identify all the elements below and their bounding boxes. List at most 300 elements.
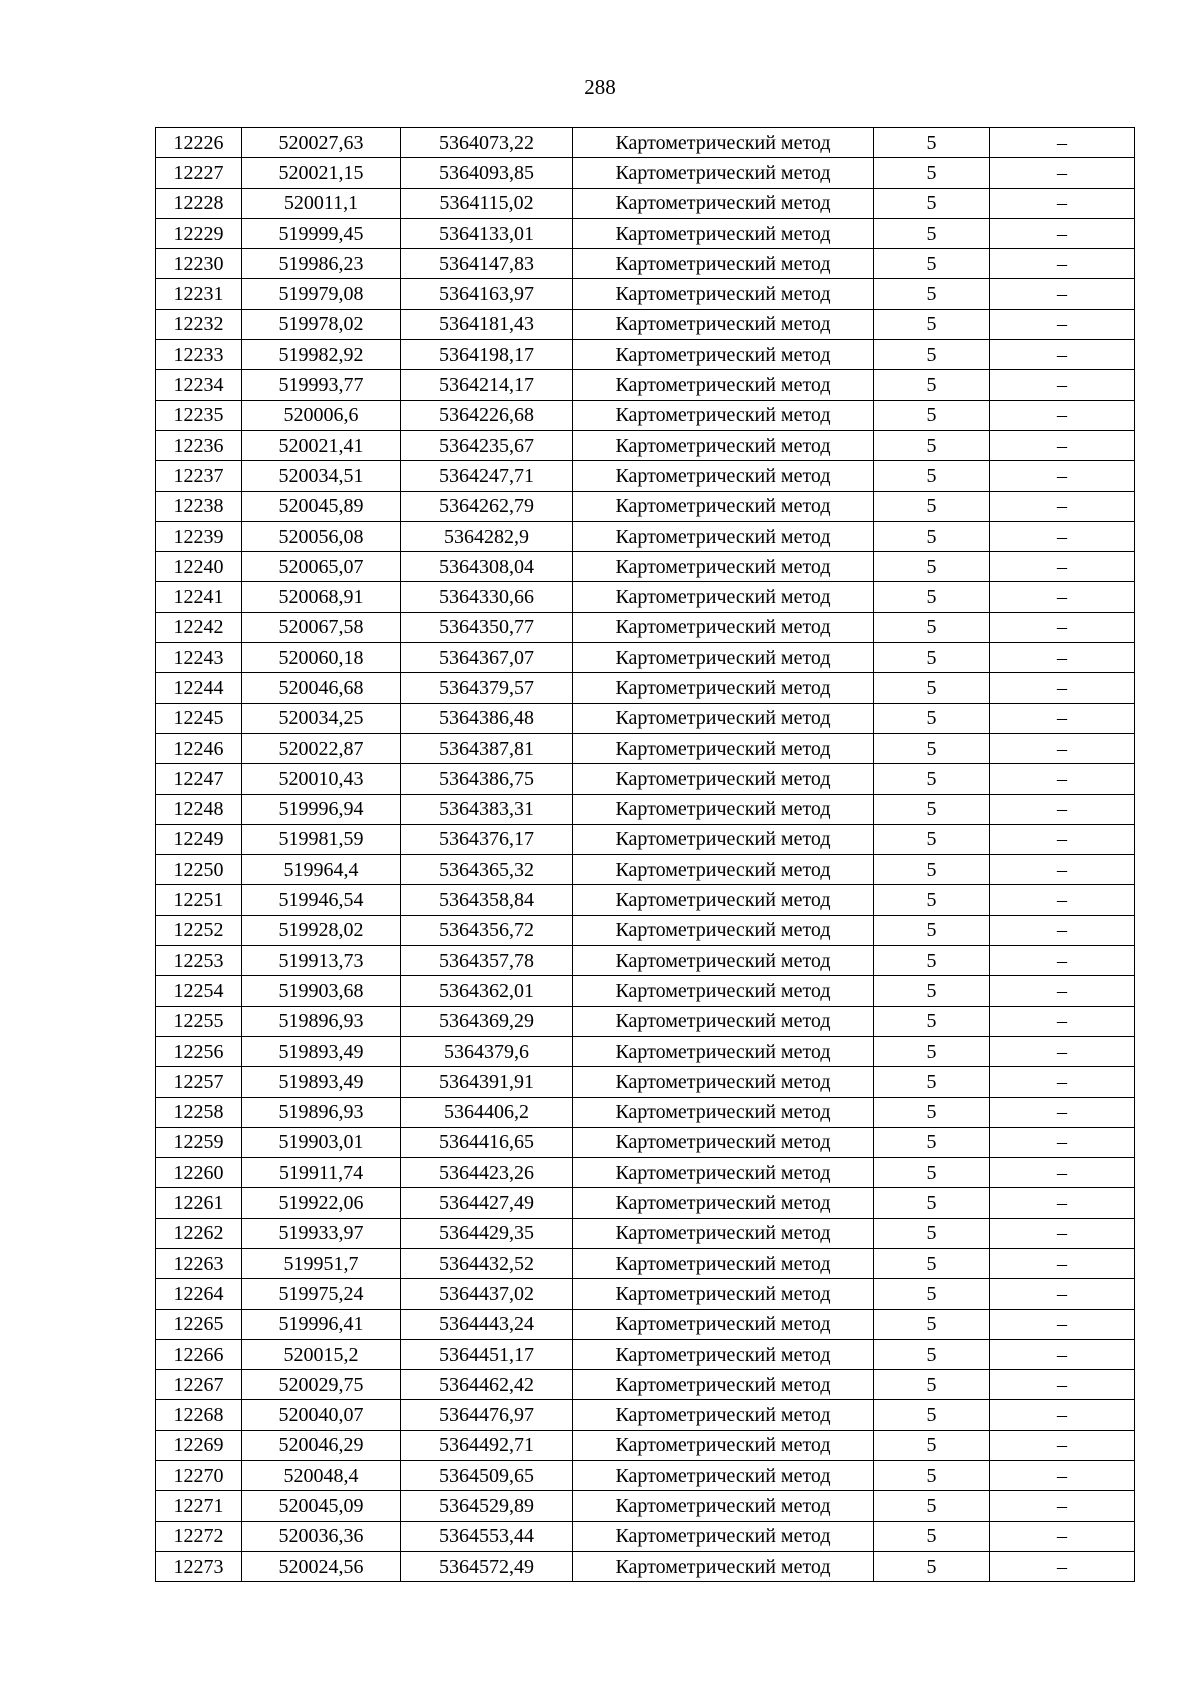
- point-number-cell: 12242: [156, 612, 242, 642]
- description-cell: –: [990, 1006, 1135, 1036]
- precision-cell: 5: [874, 1158, 990, 1188]
- coordinates-table-body: [156, 128, 1135, 1582]
- precision-cell: 5: [874, 1006, 990, 1036]
- method-cell: Картометрический метод: [573, 764, 874, 794]
- table-row: [156, 885, 1135, 915]
- precision-cell: 5: [874, 340, 990, 370]
- x-coordinate-cell: 519978,02: [242, 309, 401, 339]
- x-coordinate-cell: 519982,92: [242, 340, 401, 370]
- method-cell: Картометрический метод: [573, 733, 874, 763]
- point-number-cell: 12266: [156, 1339, 242, 1369]
- y-coordinate-cell: 5364432,52: [401, 1248, 573, 1278]
- method-cell: Картометрический метод: [573, 400, 874, 430]
- x-coordinate-cell: 520027,63: [242, 128, 401, 158]
- table-row: [156, 824, 1135, 854]
- x-coordinate-cell: 520010,43: [242, 764, 401, 794]
- method-cell: Картометрический метод: [573, 1370, 874, 1400]
- point-number-cell: 12233: [156, 340, 242, 370]
- table-row: [156, 1521, 1135, 1551]
- method-cell: Картометрический метод: [573, 703, 874, 733]
- x-coordinate-cell: 519903,68: [242, 976, 401, 1006]
- point-number-cell: 12241: [156, 582, 242, 612]
- y-coordinate-cell: 5364330,66: [401, 582, 573, 612]
- description-cell: –: [990, 1097, 1135, 1127]
- point-number-cell: 12269: [156, 1430, 242, 1460]
- table-row: [156, 1461, 1135, 1491]
- method-cell: Картометрический метод: [573, 1097, 874, 1127]
- method-cell: Картометрический метод: [573, 855, 874, 885]
- description-cell: –: [990, 612, 1135, 642]
- precision-cell: 5: [874, 643, 990, 673]
- method-cell: Картометрический метод: [573, 673, 874, 703]
- precision-cell: 5: [874, 1370, 990, 1400]
- point-number-cell: 12273: [156, 1551, 242, 1581]
- y-coordinate-cell: 5364367,07: [401, 643, 573, 673]
- point-number-cell: 12240: [156, 552, 242, 582]
- point-number-cell: 12234: [156, 370, 242, 400]
- point-number-cell: 12239: [156, 521, 242, 551]
- precision-cell: 5: [874, 703, 990, 733]
- description-cell: –: [990, 1400, 1135, 1430]
- method-cell: Картометрический метод: [573, 249, 874, 279]
- precision-cell: 5: [874, 946, 990, 976]
- x-coordinate-cell: 520021,41: [242, 430, 401, 460]
- y-coordinate-cell: 5364235,67: [401, 430, 573, 460]
- description-cell: –: [990, 733, 1135, 763]
- point-number-cell: 12251: [156, 885, 242, 915]
- method-cell: Картометрический метод: [573, 1158, 874, 1188]
- precision-cell: 5: [874, 400, 990, 430]
- table-row: [156, 340, 1135, 370]
- y-coordinate-cell: 5364451,17: [401, 1339, 573, 1369]
- x-coordinate-cell: 519922,06: [242, 1188, 401, 1218]
- precision-cell: 5: [874, 824, 990, 854]
- x-coordinate-cell: 520040,07: [242, 1400, 401, 1430]
- precision-cell: 5: [874, 279, 990, 309]
- table-row: [156, 491, 1135, 521]
- precision-cell: 5: [874, 582, 990, 612]
- table-row: [156, 188, 1135, 218]
- precision-cell: 5: [874, 1461, 990, 1491]
- table-row: [156, 1430, 1135, 1460]
- precision-cell: 5: [874, 976, 990, 1006]
- y-coordinate-cell: 5364073,22: [401, 128, 573, 158]
- description-cell: –: [990, 915, 1135, 945]
- description-cell: –: [990, 430, 1135, 460]
- x-coordinate-cell: 519993,77: [242, 370, 401, 400]
- y-coordinate-cell: 5364386,48: [401, 703, 573, 733]
- x-coordinate-cell: 519981,59: [242, 824, 401, 854]
- method-cell: Картометрический метод: [573, 188, 874, 218]
- description-cell: –: [990, 1248, 1135, 1278]
- description-cell: –: [990, 400, 1135, 430]
- x-coordinate-cell: 520046,29: [242, 1430, 401, 1460]
- point-number-cell: 12246: [156, 733, 242, 763]
- table-row: [156, 703, 1135, 733]
- table-row: [156, 1309, 1135, 1339]
- description-cell: –: [990, 1067, 1135, 1097]
- table-row: [156, 946, 1135, 976]
- table-row: [156, 1339, 1135, 1369]
- y-coordinate-cell: 5364181,43: [401, 309, 573, 339]
- y-coordinate-cell: 5364133,01: [401, 218, 573, 248]
- precision-cell: 5: [874, 158, 990, 188]
- point-number-cell: 12231: [156, 279, 242, 309]
- point-number-cell: 12229: [156, 218, 242, 248]
- point-number-cell: 12268: [156, 1400, 242, 1430]
- x-coordinate-cell: 519951,7: [242, 1248, 401, 1278]
- method-cell: Картометрический метод: [573, 340, 874, 370]
- point-number-cell: 12253: [156, 946, 242, 976]
- y-coordinate-cell: 5364416,65: [401, 1127, 573, 1157]
- x-coordinate-cell: 520065,07: [242, 552, 401, 582]
- method-cell: Картометрический метод: [573, 1218, 874, 1248]
- y-coordinate-cell: 5364282,9: [401, 521, 573, 551]
- point-number-cell: 12235: [156, 400, 242, 430]
- description-cell: –: [990, 309, 1135, 339]
- x-coordinate-cell: 519896,93: [242, 1006, 401, 1036]
- table-row: [156, 733, 1135, 763]
- y-coordinate-cell: 5364356,72: [401, 915, 573, 945]
- y-coordinate-cell: 5364262,79: [401, 491, 573, 521]
- description-cell: –: [990, 340, 1135, 370]
- description-cell: –: [990, 582, 1135, 612]
- method-cell: Картометрический метод: [573, 1400, 874, 1430]
- description-cell: –: [990, 673, 1135, 703]
- precision-cell: 5: [874, 1279, 990, 1309]
- table-row: [156, 400, 1135, 430]
- point-number-cell: 12237: [156, 461, 242, 491]
- y-coordinate-cell: 5364492,71: [401, 1430, 573, 1460]
- y-coordinate-cell: 5364147,83: [401, 249, 573, 279]
- description-cell: –: [990, 1370, 1135, 1400]
- point-number-cell: 12255: [156, 1006, 242, 1036]
- method-cell: Картометрический метод: [573, 1127, 874, 1157]
- x-coordinate-cell: 520048,4: [242, 1461, 401, 1491]
- method-cell: Картометрический метод: [573, 1430, 874, 1460]
- description-cell: –: [990, 1309, 1135, 1339]
- precision-cell: 5: [874, 218, 990, 248]
- table-row: [156, 764, 1135, 794]
- x-coordinate-cell: 520034,51: [242, 461, 401, 491]
- x-coordinate-cell: 519975,24: [242, 1279, 401, 1309]
- y-coordinate-cell: 5364350,77: [401, 612, 573, 642]
- table-row: [156, 673, 1135, 703]
- point-number-cell: 12256: [156, 1036, 242, 1066]
- x-coordinate-cell: 519996,41: [242, 1309, 401, 1339]
- table-row: [156, 1158, 1135, 1188]
- table-row: [156, 1218, 1135, 1248]
- precision-cell: 5: [874, 1036, 990, 1066]
- point-number-cell: 12267: [156, 1370, 242, 1400]
- method-cell: Картометрический метод: [573, 885, 874, 915]
- method-cell: Картометрический метод: [573, 218, 874, 248]
- y-coordinate-cell: 5364383,31: [401, 794, 573, 824]
- precision-cell: 5: [874, 673, 990, 703]
- table-row: [156, 249, 1135, 279]
- table-row: [156, 1097, 1135, 1127]
- point-number-cell: 12243: [156, 643, 242, 673]
- point-number-cell: 12254: [156, 976, 242, 1006]
- description-cell: –: [990, 824, 1135, 854]
- y-coordinate-cell: 5364509,65: [401, 1461, 573, 1491]
- description-cell: –: [990, 1188, 1135, 1218]
- point-number-cell: 12232: [156, 309, 242, 339]
- y-coordinate-cell: 5364437,02: [401, 1279, 573, 1309]
- precision-cell: 5: [874, 885, 990, 915]
- table-row: [156, 643, 1135, 673]
- method-cell: Картометрический метод: [573, 1339, 874, 1369]
- method-cell: Картометрический метод: [573, 1006, 874, 1036]
- table-row: [156, 1248, 1135, 1278]
- x-coordinate-cell: 520015,2: [242, 1339, 401, 1369]
- y-coordinate-cell: 5364391,91: [401, 1067, 573, 1097]
- table-row: [156, 218, 1135, 248]
- y-coordinate-cell: 5364115,02: [401, 188, 573, 218]
- x-coordinate-cell: 519996,94: [242, 794, 401, 824]
- table-row: [156, 1370, 1135, 1400]
- x-coordinate-cell: 519964,4: [242, 855, 401, 885]
- point-number-cell: 12250: [156, 855, 242, 885]
- description-cell: –: [990, 1461, 1135, 1491]
- table-row: [156, 1188, 1135, 1218]
- x-coordinate-cell: 519911,74: [242, 1158, 401, 1188]
- table-row: [156, 128, 1135, 158]
- method-cell: Картометрический метод: [573, 1279, 874, 1309]
- x-coordinate-cell: 520021,15: [242, 158, 401, 188]
- method-cell: Картометрический метод: [573, 309, 874, 339]
- description-cell: –: [990, 976, 1135, 1006]
- method-cell: Картометрический метод: [573, 1309, 874, 1339]
- description-cell: –: [990, 1218, 1135, 1248]
- description-cell: –: [990, 946, 1135, 976]
- y-coordinate-cell: 5364358,84: [401, 885, 573, 915]
- table-row: [156, 976, 1135, 1006]
- precision-cell: 5: [874, 491, 990, 521]
- point-number-cell: 12245: [156, 703, 242, 733]
- precision-cell: 5: [874, 1400, 990, 1430]
- description-cell: –: [990, 1491, 1135, 1521]
- description-cell: –: [990, 1036, 1135, 1066]
- precision-cell: 5: [874, 1430, 990, 1460]
- table-row: [156, 1006, 1135, 1036]
- x-coordinate-cell: 519893,49: [242, 1036, 401, 1066]
- table-row: [156, 1551, 1135, 1581]
- point-number-cell: 12263: [156, 1248, 242, 1278]
- x-coordinate-cell: 520067,58: [242, 612, 401, 642]
- coordinates-table: [155, 127, 1135, 1582]
- point-number-cell: 12260: [156, 1158, 242, 1188]
- y-coordinate-cell: 5364308,04: [401, 552, 573, 582]
- x-coordinate-cell: 520068,91: [242, 582, 401, 612]
- precision-cell: 5: [874, 309, 990, 339]
- table-row: [156, 521, 1135, 551]
- method-cell: Картометрический метод: [573, 643, 874, 673]
- description-cell: –: [990, 461, 1135, 491]
- precision-cell: 5: [874, 915, 990, 945]
- y-coordinate-cell: 5364429,35: [401, 1218, 573, 1248]
- description-cell: –: [990, 1339, 1135, 1369]
- precision-cell: 5: [874, 1491, 990, 1521]
- method-cell: Картометрический метод: [573, 521, 874, 551]
- description-cell: –: [990, 1551, 1135, 1581]
- point-number-cell: 12227: [156, 158, 242, 188]
- point-number-cell: 12264: [156, 1279, 242, 1309]
- table-row: [156, 794, 1135, 824]
- x-coordinate-cell: 520011,1: [242, 188, 401, 218]
- method-cell: Картометрический метод: [573, 1461, 874, 1491]
- point-number-cell: 12248: [156, 794, 242, 824]
- point-number-cell: 12262: [156, 1218, 242, 1248]
- y-coordinate-cell: 5364443,24: [401, 1309, 573, 1339]
- description-cell: –: [990, 552, 1135, 582]
- table-row: [156, 915, 1135, 945]
- point-number-cell: 12272: [156, 1521, 242, 1551]
- x-coordinate-cell: 519946,54: [242, 885, 401, 915]
- description-cell: –: [990, 1127, 1135, 1157]
- table-row: [156, 370, 1135, 400]
- point-number-cell: 12270: [156, 1461, 242, 1491]
- description-cell: –: [990, 1279, 1135, 1309]
- precision-cell: 5: [874, 764, 990, 794]
- y-coordinate-cell: 5364379,6: [401, 1036, 573, 1066]
- table-row: [156, 430, 1135, 460]
- table-row: [156, 855, 1135, 885]
- description-cell: –: [990, 188, 1135, 218]
- description-cell: –: [990, 643, 1135, 673]
- precision-cell: 5: [874, 1188, 990, 1218]
- precision-cell: 5: [874, 855, 990, 885]
- description-cell: –: [990, 128, 1135, 158]
- method-cell: Картометрический метод: [573, 976, 874, 1006]
- description-cell: –: [990, 249, 1135, 279]
- y-coordinate-cell: 5364365,32: [401, 855, 573, 885]
- precision-cell: 5: [874, 521, 990, 551]
- y-coordinate-cell: 5364247,71: [401, 461, 573, 491]
- point-number-cell: 12226: [156, 128, 242, 158]
- point-number-cell: 12261: [156, 1188, 242, 1218]
- y-coordinate-cell: 5364214,17: [401, 370, 573, 400]
- method-cell: Картометрический метод: [573, 1188, 874, 1218]
- precision-cell: 5: [874, 612, 990, 642]
- point-number-cell: 12249: [156, 824, 242, 854]
- x-coordinate-cell: 520036,36: [242, 1521, 401, 1551]
- point-number-cell: 12271: [156, 1491, 242, 1521]
- method-cell: Картометрический метод: [573, 824, 874, 854]
- precision-cell: 5: [874, 1248, 990, 1278]
- y-coordinate-cell: 5364386,75: [401, 764, 573, 794]
- precision-cell: 5: [874, 188, 990, 218]
- point-number-cell: 12252: [156, 915, 242, 945]
- method-cell: Картометрический метод: [573, 1551, 874, 1581]
- point-number-cell: 12230: [156, 249, 242, 279]
- precision-cell: 5: [874, 1551, 990, 1581]
- description-cell: –: [990, 703, 1135, 733]
- method-cell: Картометрический метод: [573, 794, 874, 824]
- y-coordinate-cell: 5364226,68: [401, 400, 573, 430]
- precision-cell: 5: [874, 552, 990, 582]
- x-coordinate-cell: 519928,02: [242, 915, 401, 945]
- method-cell: Картометрический метод: [573, 1248, 874, 1278]
- x-coordinate-cell: 520045,89: [242, 491, 401, 521]
- precision-cell: 5: [874, 1097, 990, 1127]
- y-coordinate-cell: 5364376,17: [401, 824, 573, 854]
- description-cell: –: [990, 491, 1135, 521]
- method-cell: Картометрический метод: [573, 552, 874, 582]
- x-coordinate-cell: 520029,75: [242, 1370, 401, 1400]
- method-cell: Картометрический метод: [573, 461, 874, 491]
- precision-cell: 5: [874, 370, 990, 400]
- table-row: [156, 1127, 1135, 1157]
- x-coordinate-cell: 520060,18: [242, 643, 401, 673]
- description-cell: –: [990, 370, 1135, 400]
- x-coordinate-cell: 519999,45: [242, 218, 401, 248]
- x-coordinate-cell: 519986,23: [242, 249, 401, 279]
- x-coordinate-cell: 519896,93: [242, 1097, 401, 1127]
- method-cell: Картометрический метод: [573, 370, 874, 400]
- description-cell: –: [990, 855, 1135, 885]
- x-coordinate-cell: 519913,73: [242, 946, 401, 976]
- description-cell: –: [990, 1158, 1135, 1188]
- description-cell: –: [990, 885, 1135, 915]
- y-coordinate-cell: 5364093,85: [401, 158, 573, 188]
- x-coordinate-cell: 520056,08: [242, 521, 401, 551]
- x-coordinate-cell: 520022,87: [242, 733, 401, 763]
- table-row: [156, 612, 1135, 642]
- y-coordinate-cell: 5364553,44: [401, 1521, 573, 1551]
- x-coordinate-cell: 520006,6: [242, 400, 401, 430]
- y-coordinate-cell: 5364163,97: [401, 279, 573, 309]
- x-coordinate-cell: 519893,49: [242, 1067, 401, 1097]
- description-cell: –: [990, 1430, 1135, 1460]
- point-number-cell: 12238: [156, 491, 242, 521]
- table-row: [156, 309, 1135, 339]
- point-number-cell: 12247: [156, 764, 242, 794]
- point-number-cell: 12257: [156, 1067, 242, 1097]
- table-row: [156, 158, 1135, 188]
- precision-cell: 5: [874, 1218, 990, 1248]
- precision-cell: 5: [874, 733, 990, 763]
- precision-cell: 5: [874, 794, 990, 824]
- method-cell: Картометрический метод: [573, 946, 874, 976]
- y-coordinate-cell: 5364357,78: [401, 946, 573, 976]
- y-coordinate-cell: 5364529,89: [401, 1491, 573, 1521]
- precision-cell: 5: [874, 249, 990, 279]
- table-row: [156, 1067, 1135, 1097]
- x-coordinate-cell: 520034,25: [242, 703, 401, 733]
- method-cell: Картометрический метод: [573, 1491, 874, 1521]
- method-cell: Картометрический метод: [573, 128, 874, 158]
- precision-cell: 5: [874, 128, 990, 158]
- method-cell: Картометрический метод: [573, 1067, 874, 1097]
- point-number-cell: 12236: [156, 430, 242, 460]
- y-coordinate-cell: 5364476,97: [401, 1400, 573, 1430]
- method-cell: Картометрический метод: [573, 279, 874, 309]
- method-cell: Картометрический метод: [573, 158, 874, 188]
- description-cell: –: [990, 218, 1135, 248]
- method-cell: Картометрический метод: [573, 915, 874, 945]
- y-coordinate-cell: 5364379,57: [401, 673, 573, 703]
- method-cell: Картометрический метод: [573, 491, 874, 521]
- table-row: [156, 552, 1135, 582]
- x-coordinate-cell: 520046,68: [242, 673, 401, 703]
- precision-cell: 5: [874, 430, 990, 460]
- method-cell: Картометрический метод: [573, 1036, 874, 1066]
- precision-cell: 5: [874, 1127, 990, 1157]
- table-row: [156, 1279, 1135, 1309]
- y-coordinate-cell: 5364198,17: [401, 340, 573, 370]
- x-coordinate-cell: 520045,09: [242, 1491, 401, 1521]
